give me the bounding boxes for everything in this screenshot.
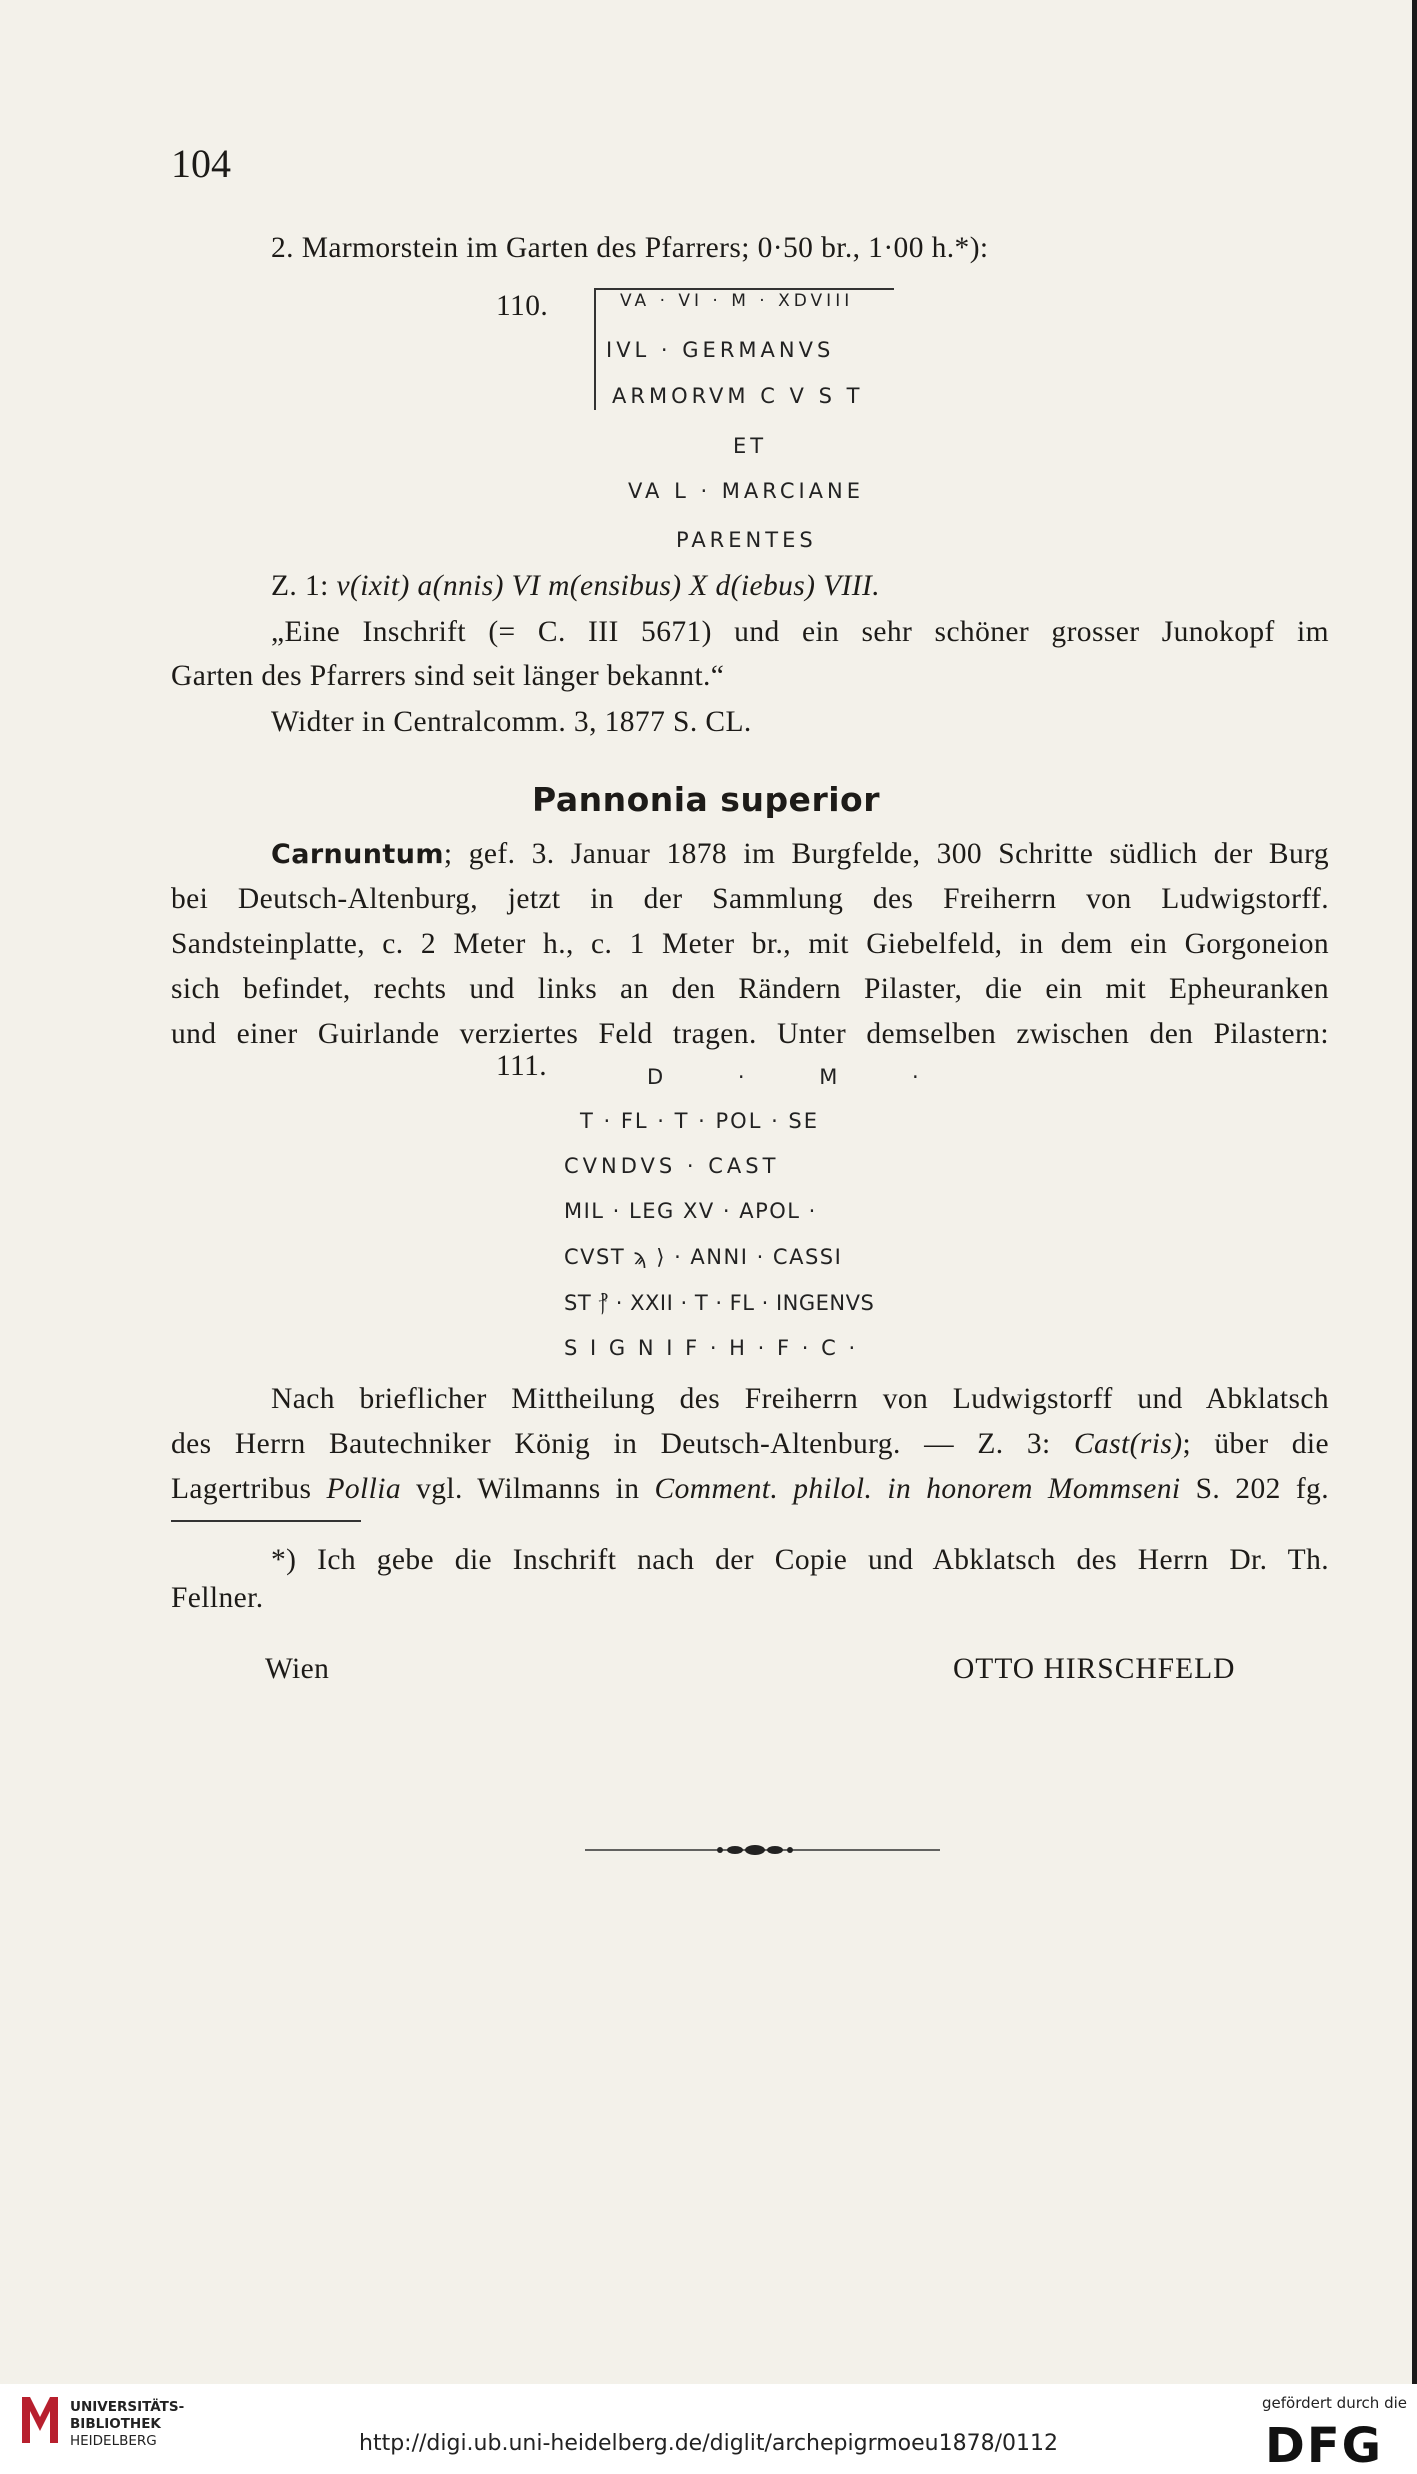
sponsor-label: gefördert durch die (1262, 2394, 1407, 2412)
carnuntum-line-4: sich befindet, rechts und links an den Rändern Pilaster, die ein mit Epheuranken (171, 973, 1329, 1005)
end-ornament (585, 1843, 940, 1857)
footnote-rule (171, 1520, 361, 1522)
quote-line-2: Garten des Pfarrers sind seit länger bekannt.“ (171, 660, 725, 692)
page-number: 104 (171, 141, 231, 186)
dfg-logo: DFG (1265, 2418, 1384, 2474)
inscription-110-line-4: ET (733, 434, 768, 458)
carnuntum-line-1: Carnuntum; gef. 3. Januar 1878 im Burgfelde, 300 Schritte südlich der Burg (271, 838, 1329, 870)
author: OTTO HIRSCHFELD (953, 1653, 1236, 1685)
line-note-z1: Z. 1: v(ixit) a(nnis) VI m(ensibus) X d(iebus) VIII. (271, 570, 880, 602)
widter-reference: Widter in Centralcomm. 3, 1877 S. CL. (271, 706, 752, 738)
inscription-110-line-5: VA L · MARCIANE (628, 479, 865, 503)
inscription-110-line-2: IVL · GERMANVS (606, 338, 835, 362)
inscription-110-line-6: PARENTES (676, 528, 817, 552)
section-heading: Pannonia superior (532, 780, 880, 819)
source-url[interactable]: http://digi.ub.uni-heidelberg.de/diglit/archepigrmoeu1878/0112 (359, 2431, 1058, 2456)
quote-line-1: „Eine Inschrift (= C. III 5671) und ein sehr schöner grosser Junokopf im (271, 616, 1329, 648)
inscription-110-number: 110. (496, 290, 549, 322)
carnuntum-line-2: bei Deutsch-Altenburg, jetzt in der Sammlung des Freiherrn von Ludwigstorff. (171, 883, 1329, 915)
inscription-111-number: 111. (496, 1050, 548, 1082)
footer-bar (0, 2384, 1417, 2474)
inscription-111-line-5: CVST ϡ ⟩ · ANNI · CASSI (564, 1245, 843, 1269)
nach-line-3: Lagertribus Pollia vgl. Wilmanns in Comment. philol. in honorem Mommseni S. 202 fg. (171, 1473, 1329, 1505)
inscription-111-line-2: T · FL · T · POL · SE (580, 1109, 820, 1133)
item-2-description: 2. Marmorstein im Garten des Pfarrers; 0·50 br., 1·00 h.*): (271, 232, 989, 264)
inscription-110-line-3: ARMORVM C V S T (612, 384, 864, 408)
footnote-line-2: Fellner. (171, 1582, 264, 1614)
carnuntum-line-5: und einer Guirlande verziertes Feld tragen. Unter demselben zwischen den Pilastern: (171, 1018, 1329, 1050)
carnuntum-line-3: Sandsteinplatte, c. 2 Meter h., c. 1 Meter br., mit Giebelfeld, in dem ein Gorgoneion (171, 928, 1329, 960)
inscription-111-line-4: MIL · LEG XV · APOL · (564, 1199, 817, 1223)
inscription-bracket-top (594, 288, 894, 290)
nach-line-2: des Herrn Bautechniker König in Deutsch-Altenburg. — Z. 3: Cast(ris); über die (171, 1428, 1330, 1460)
inscription-111-line-6: ST ⳨ · XXII · T · FL · INGENVS (564, 1291, 875, 1315)
footnote-line-1: *) Ich gebe die Inschrift nach der Copie und Abklatsch des Herrn Dr. Th. (271, 1544, 1329, 1576)
place: Wien (265, 1653, 330, 1685)
page-edge (1412, 0, 1417, 2384)
inscription-111-line-1: D · M · (647, 1065, 923, 1089)
inscription-111-line-3: CVNDVS · CAST (564, 1154, 780, 1178)
nach-line-1: Nach brieflicher Mittheilung des Freiherrn von Ludwigstorff und Abklatsch (271, 1383, 1329, 1415)
inscription-110-line-1: VA · VI · M · XDVIII (620, 291, 854, 311)
library-name: UNIVERSITÄTS- BIBLIOTHEK HEIDELBERG (70, 2399, 185, 2449)
inscription-111-line-7: S I G N I F · H · F · C · (564, 1336, 859, 1360)
